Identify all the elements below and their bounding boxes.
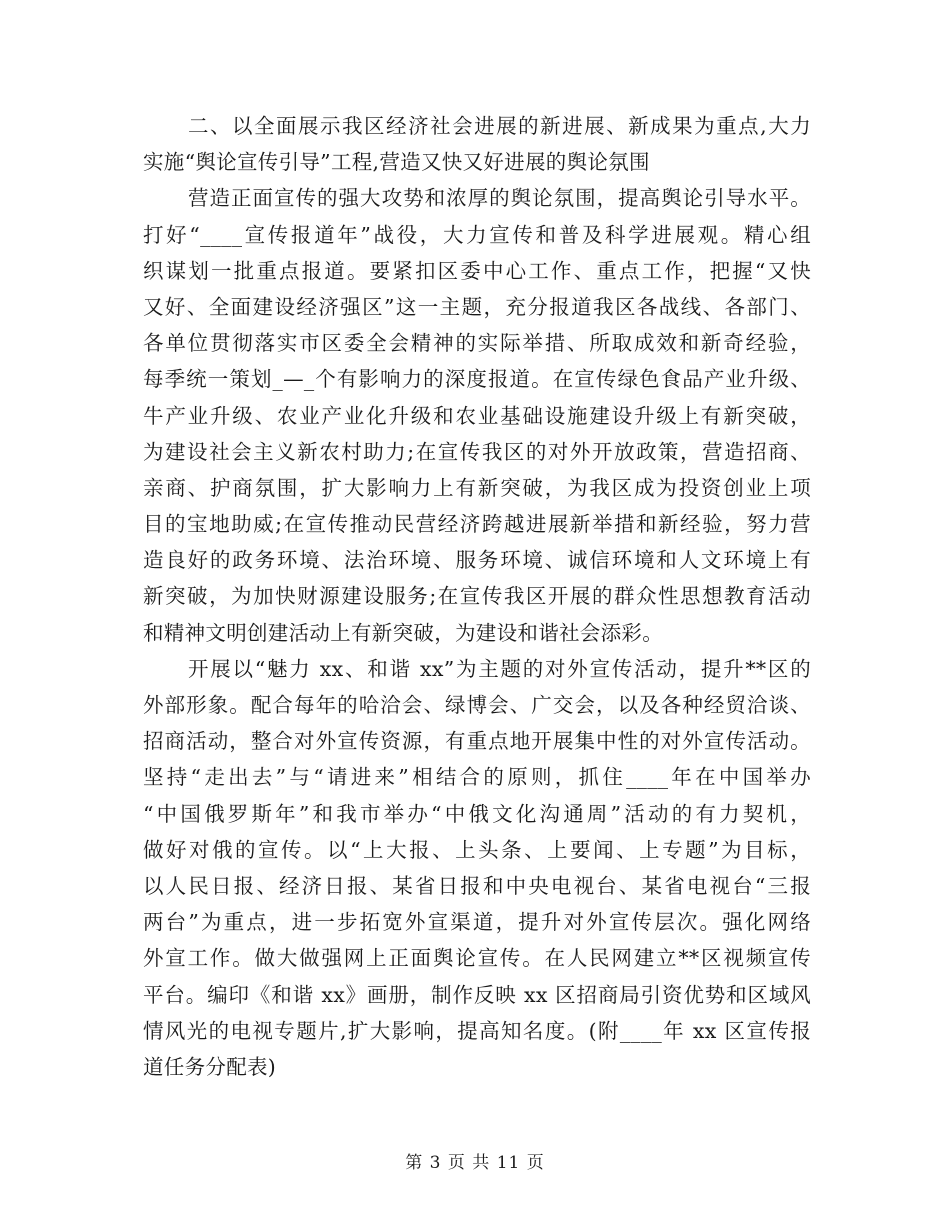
text-line: 做好对俄的宣传。以“上大报、上头条、上要闻、上专题”为目标， bbox=[143, 837, 811, 862]
text-line: 两台”为重点，进一步拓宽外宣渠道，提升对外宣传层次。强化网络 bbox=[143, 910, 811, 935]
text-line: 平台。编印《和谐 xx》画册，制作反映 xx 区招商局引资优势和区域风 bbox=[143, 982, 811, 1007]
text-line: 造良好的政务环境、法治环境、服务环境、诚信环境和人文环境上有 bbox=[143, 548, 811, 573]
text-line: “中国俄罗斯年”和我市举办“中俄文化沟通周”活动的有力契机， bbox=[143, 801, 811, 826]
text-line: 新突破，为加快财源建设服务;在宣传我区开展的群众性思想教育活动 bbox=[143, 584, 811, 609]
text-line: 二、以全面展示我区经济社会进展的新进展、新成果为重点,大力 bbox=[188, 114, 811, 138]
document-body bbox=[143, 108, 811, 1085]
text-line: 坚持“走出去”与“请进来”相结合的原则，抓住____年在中国举办 bbox=[143, 765, 811, 790]
text-line: 目的宝地助威;在宣传推动民营经济跨越进展新举措和新经验，努力营 bbox=[143, 512, 811, 537]
text-line: 以人民日报、经济日报、某省日报和中央电视台、某省电视台“三报 bbox=[143, 873, 811, 898]
text-line: 道任务分配表) bbox=[143, 1054, 277, 1079]
text-line: 亲商、护商氛围，扩大影响力上有新突破，为我区成为投资创业上项 bbox=[143, 475, 811, 500]
text-line: 招商活动，整合对外宣传资源，有重点地开展集中性的对外宣传活动。 bbox=[143, 729, 811, 754]
text-line: 织谋划一批重点报道。要紧扣区委中心工作、重点工作，把握“又快 bbox=[143, 258, 811, 283]
text-line: 和精神文明创建活动上有新突破，为建设和谐社会添彩。 bbox=[143, 620, 663, 645]
text-line: 又好、全面建设经济强区”这一主题，充分报道我区各战线、各部门、 bbox=[143, 294, 811, 319]
text-line: 实施“舆论宣传引导”工程,营造又快又好进展的舆论氛围 bbox=[143, 150, 650, 175]
text-line: 各单位贯彻落实市区委全会精神的实际举措、所取成效和新奇经验， bbox=[143, 331, 811, 356]
page-footer: 第 3 页 共 11 页 bbox=[405, 1153, 545, 1173]
text-line: 打好“____宣传报道年”战役，大力宣传和普及科学进展观。精心组 bbox=[143, 222, 811, 247]
text-line: 牛产业升级、农业产业化升级和农业基础设施建设升级上有新突破， bbox=[143, 403, 811, 428]
text-line: 外部形象。配合每年的哈洽会、绿博会、广交会，以及各种经贸洽谈、 bbox=[143, 693, 811, 717]
text-line: 为建设社会主义新农村助力;在宣传我区的对外开放政策，营造招商、 bbox=[143, 439, 811, 464]
text-line: 开展以“魅力 xx、和谐 xx”为主题的对外宣传活动，提升**区的 bbox=[188, 656, 811, 681]
text-line: 外宣工作。做大做强网上正面舆论宣传。在人民网建立**区视频宣传 bbox=[143, 946, 811, 971]
text-line: 每季统一策划_—_个有影响力的深度报道。在宣传绿色食品产业升级、 bbox=[143, 367, 811, 392]
text-line: 情风光的电视专题片,扩大影响，提高知名度。(附____年 xx 区宣传报 bbox=[143, 1018, 811, 1043]
text-line: 营造正面宣传的强大攻势和浓厚的舆论氛围，提高舆论引导水平。 bbox=[188, 186, 811, 211]
